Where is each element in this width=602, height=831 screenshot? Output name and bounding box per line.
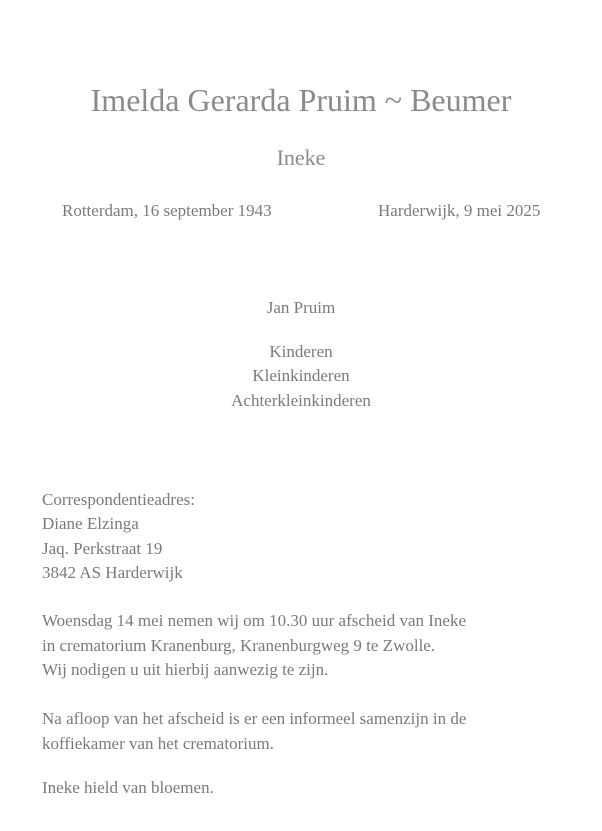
deceased-full-name: Imelda Gerarda Pruim ~ Beumer [90, 82, 512, 118]
relatives-great-grandchildren: Achterkleinkinderen [231, 391, 371, 410]
spouse-name: Jan Pruim [266, 298, 336, 317]
after-line-1: Na afloop van het afscheid is er een informeel samenzijn in de [42, 709, 467, 728]
ceremony-line-2: in crematorium Kranenburg, Kranenburgweg 9 te Zwolle. [42, 636, 436, 655]
after-line-2: koffiekamer van het crematorium. [42, 734, 274, 753]
death-place-date: Harderwijk, 9 mei 2025 [378, 201, 541, 220]
closing-line: Ineke hield van bloemen. [42, 778, 214, 797]
ceremony-line-3: Wij nodigen u uit hierbij aanwezig te zijn. [42, 660, 329, 679]
deceased-nickname: Ineke [276, 145, 326, 170]
correspondence-heading: Correspondentieadres: [42, 490, 195, 509]
relatives-children: Kinderen [269, 342, 333, 361]
correspondence-name: Diane Elzinga [42, 514, 139, 533]
birth-place-date: Rotterdam, 16 september 1943 [62, 201, 272, 220]
relatives-grandchildren: Kleinkinderen [252, 366, 350, 385]
ceremony-line-1: Woensdag 14 mei nemen wij om 10.30 uur afscheid van Ineke [42, 611, 466, 630]
correspondence-city: 3842 AS Harderwijk [42, 563, 183, 582]
correspondence-street: Jaq. Perkstraat 19 [42, 539, 163, 558]
